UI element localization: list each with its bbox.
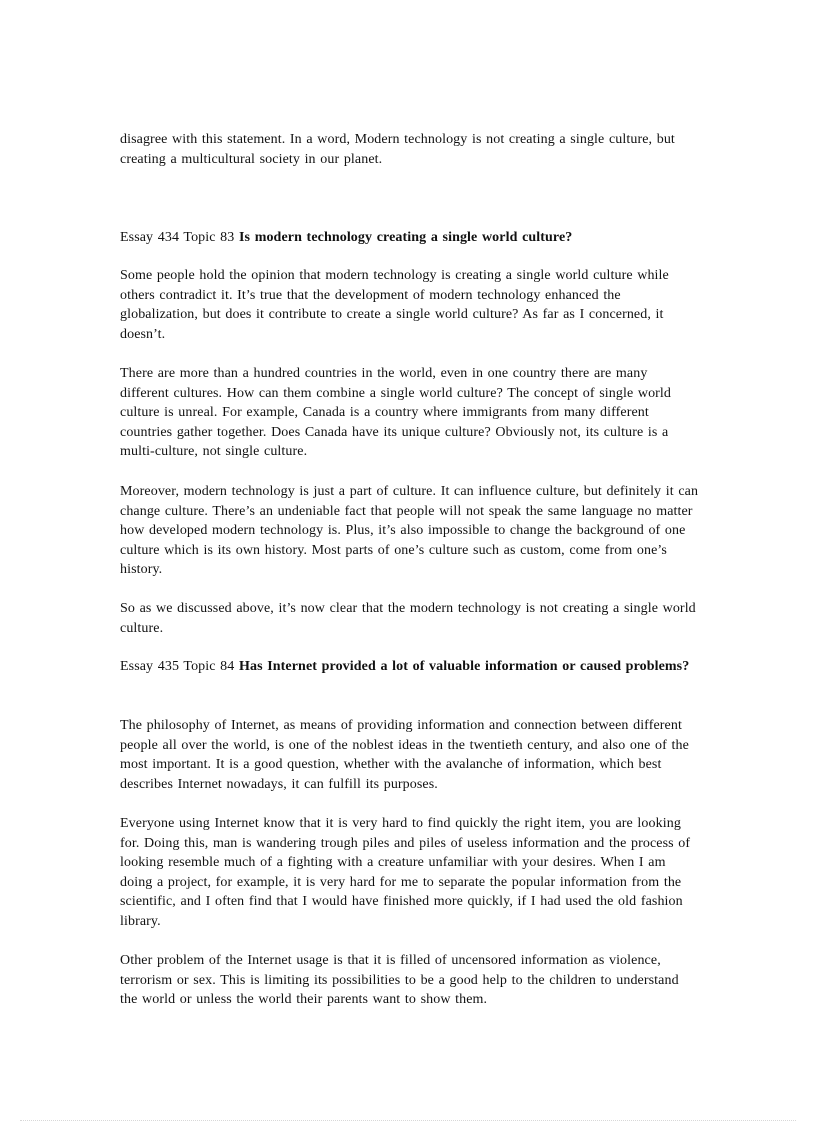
essay-435-paragraph-1: [120, 716, 700, 794]
essay-heading-title: Has Internet provided a lot of valuable information or caused problems?: [239, 659, 690, 674]
page-bottom-divider: [20, 1120, 796, 1121]
essay-heading-title: Is modern technology creating a single world culture?: [239, 230, 573, 245]
essay-paragraph: Other problem of the Internet usage is that it is filled of uncensored information as violence, terrorism or sex. This is limiting its possibilities to be a good help to the children to understand the world or unless the world their parents want to show them.: [120, 953, 679, 1007]
essay-434-paragraph-4: [120, 599, 700, 638]
essay-paragraph: So as we discussed above, it’s now clear that the modern technology is not creating a single world culture.: [120, 601, 696, 636]
essay-434-paragraph-1: [120, 266, 700, 344]
essay-heading: [120, 228, 700, 248]
essay-paragraph: Some people hold the opinion that modern technology is creating a single world culture while others contradict it. It’s true that the development of modern technology enhanced the globalization, but does it contribute to create a single world culture? As far as I concerned, it doesn’t.: [120, 268, 669, 342]
essay-434-paragraph-3: [120, 482, 700, 580]
essay-heading-prefix: Essay 435 Topic 84: [120, 659, 235, 674]
essay-434-paragraph-2: [120, 364, 700, 462]
essay-435-paragraph-3: [120, 951, 700, 1010]
essay-435-paragraph-2: [120, 814, 700, 931]
essay-435-heading: [120, 657, 700, 677]
essay-paragraph: There are more than a hundred countries in the world, even in one country there are many different cultures. How can them combine a single world culture? The concept of single world culture is unreal. For example, Canada is a country where immigrants from many different countries gather together. Does Canada have its unique culture? Obviously not, its culture is a multi-culture, not single culture.: [120, 366, 672, 459]
intro-block: [120, 130, 700, 169]
essay-paragraph: Moreover, modern technology is just a part of culture. It can influence culture, but definitely it can change culture. There’s an undeniable fact that people will not speak the same language no matter how developed modern technology is. Plus, it’s also impossible to change the background of one culture which is its own history. Most parts of one’s culture such as custom, come from one’s history.: [120, 484, 699, 577]
essay-heading: [120, 657, 700, 677]
intro-paragraph: disagree with this statement. In a word, Modern technology is not creating a single culture, but creating a multicultural society in our planet.: [120, 132, 675, 167]
essay-heading-prefix: Essay 434 Topic 83: [120, 230, 235, 245]
essay-434-heading: [120, 228, 700, 248]
essay-paragraph: Everyone using Internet know that it is very hard to find quickly the right item, you are looking for. Doing this, man is wandering trough piles and piles of useless information and the process of looking resemble much of a fighting with a creature unfamiliar with your desires. When I am doing a project, for example, it is very hard for me to separate the popular information from the scientific, and I often find that I would have finished more quickly, if I had used the old fashion library.: [120, 816, 691, 929]
essay-paragraph: The philosophy of Internet, as means of providing information and connection between different people all over the world, is one of the noblest ideas in the twentieth century, and also one of the most important. It is a good question, whether with the avalanche of information, which best describes Internet nowadays, it can fulfill its purposes.: [120, 718, 689, 792]
